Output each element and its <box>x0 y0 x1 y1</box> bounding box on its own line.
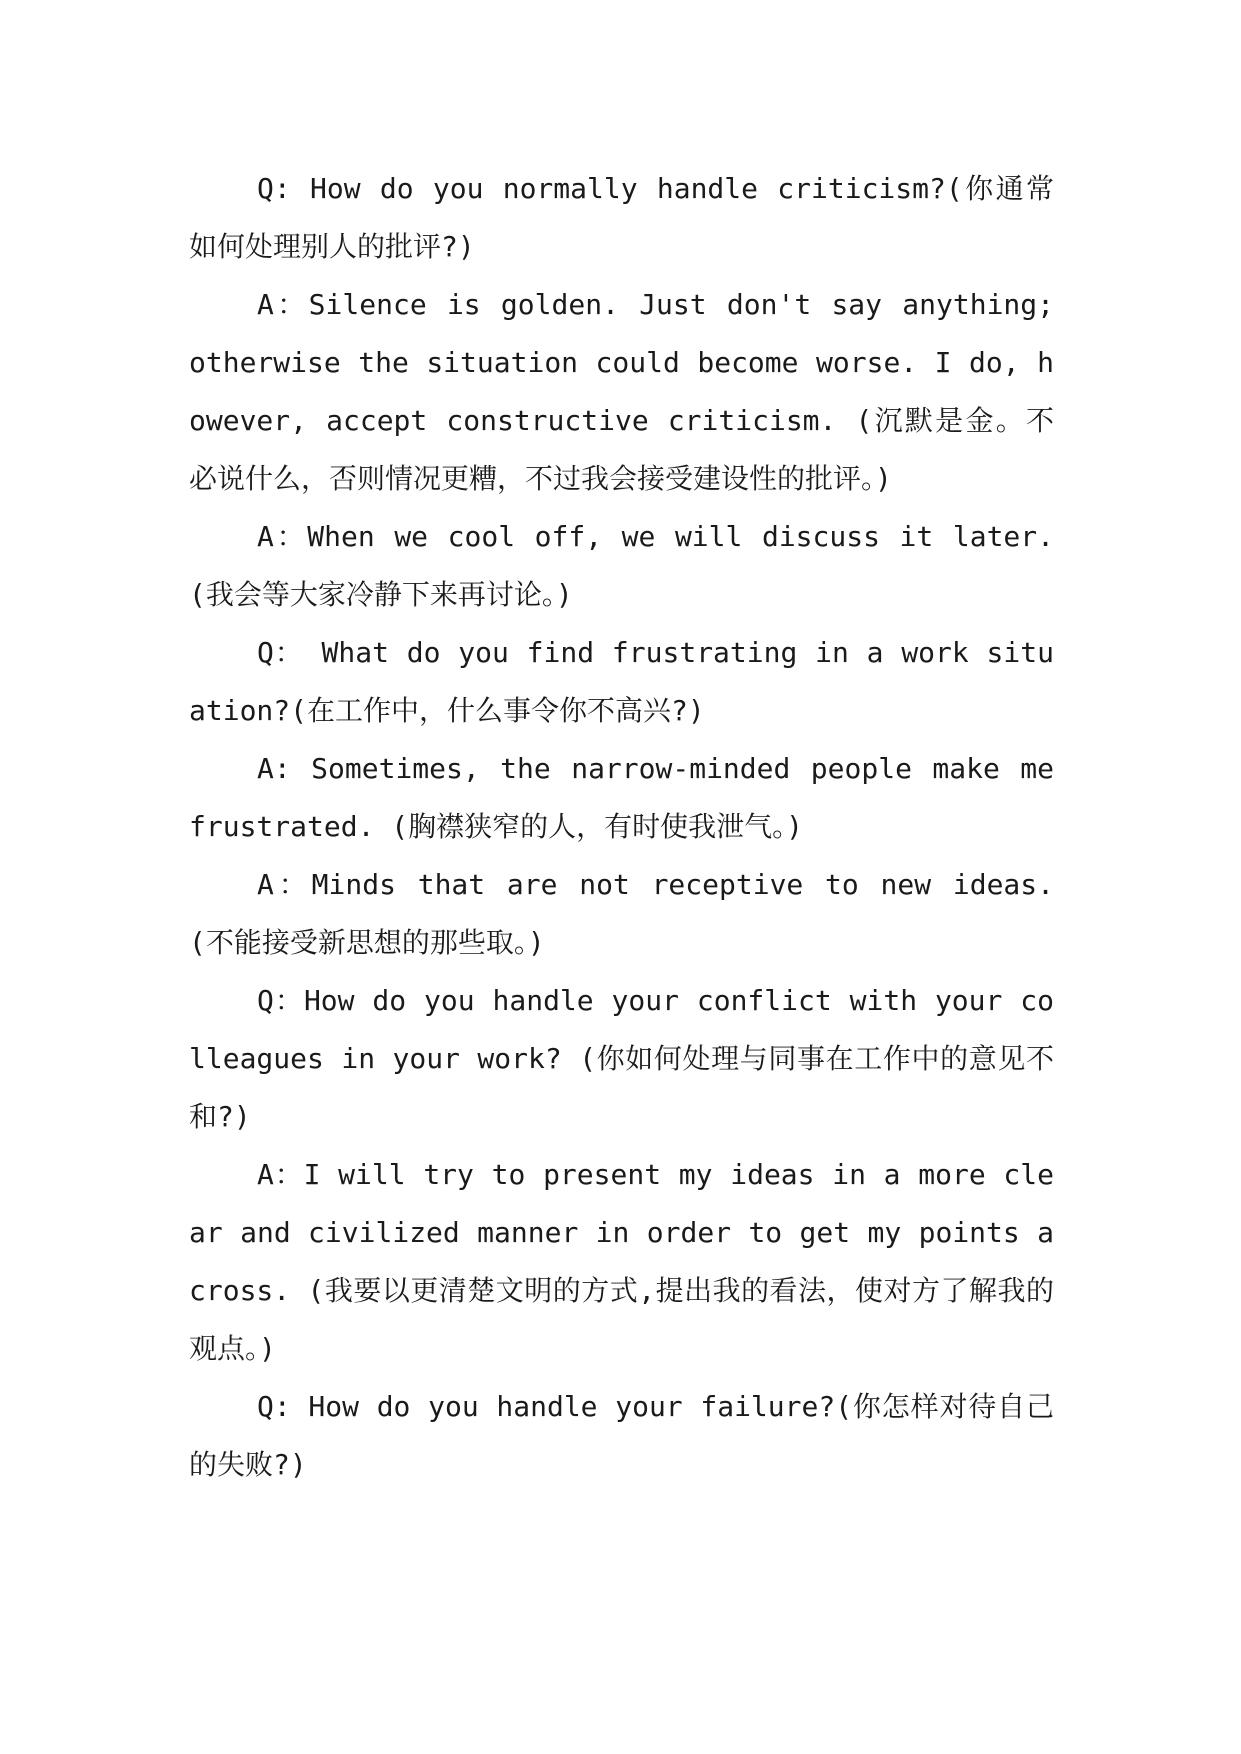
question-paragraph: Q：How do you handle your conflict with your colleagues in your work? (你如何处理与同事在工作中的意见不和?) <box>189 984 1054 1133</box>
question-paragraph: Q： What do you find frustrating in a work situation?(在工作中，什么事令你不高兴?) <box>189 636 1054 727</box>
answer-paragraph: A: Sometimes, the narrow-minded people make me frustrated. (胸襟狭窄的人，有时使我泄气。) <box>189 752 1054 843</box>
answer-paragraph: A：When we cool off, we will discuss it later.(我会等大家冷静下来再讨论。) <box>189 520 1054 611</box>
answer-paragraph: A：I will try to present my ideas in a more clear and civilized manner in order to get my points across. (我要以更清楚文明的方式,提出我的看法，使对方了解我的观点。) <box>189 1158 1054 1365</box>
answer-paragraph: A：Silence is golden. Just don't say anything; otherwise the situation could become worse. I do, however, accept constructive criticism. (沉默是金。不必说什么，否则情况更糟，不过我会接受建设性的批评。) <box>189 288 1054 495</box>
question-paragraph: Q: How do you handle your failure?(你怎样对待自己的失败?) <box>189 1390 1054 1481</box>
question-paragraph: Q: How do you normally handle criticism?(你通常如何处理别人的批评?) <box>189 172 1054 263</box>
answer-paragraph: A：Minds that are not receptive to new ideas.(不能接受新思想的那些取。) <box>189 868 1054 959</box>
document-body <box>189 160 1054 1494</box>
